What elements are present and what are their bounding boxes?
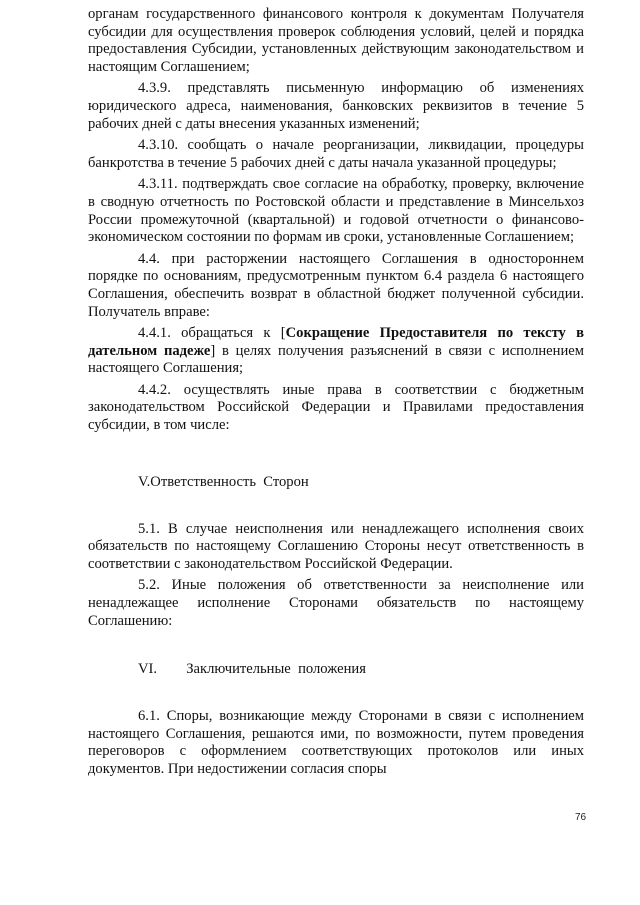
- paragraph-4-3-10: 4.3.10. сообщать о начале реорганизации, ликвидации, процедуры банкротства в течение 5 рабочих дней с даты начала указанной процедуры;: [88, 137, 584, 171]
- document-page: [88, 6, 584, 779]
- section-heading-6: VI. Заключительные положения: [138, 661, 366, 678]
- page-number: 76: [575, 812, 587, 823]
- paragraph-5-2: 5.2. Иные положения об ответственности за неисполнение или ненадлежащее исполнение Сторонами обязательств по настоящему Соглашению:: [88, 577, 584, 629]
- paragraph-6-1: 6.1. Споры, возникающие между Сторонами в связи с исполнением настоящего Соглашения, решаются ими, по возможности, путем проведения переговоров с оформлением соответствующих протоколов или иных документов. При недостижении согласия споры: [88, 708, 584, 777]
- paragraph-4-4-2: 4.4.2. осуществлять иные права в соответствии с бюджетным законодательством Российской Федерации и Правилами предоставления субсидии, в том числе:: [88, 381, 584, 434]
- section-heading-5: V.Ответственность Сторон: [138, 473, 309, 490]
- paragraph-4-4-1: [88, 325, 584, 378]
- paragraph-4-4-1-start: 4.4.1. обращаться к [: [138, 325, 286, 342]
- paragraph-4-4-1-end: ] в целях получения разъяснений в связи с исполнением настоящего Соглашения;: [88, 342, 584, 377]
- paragraph-4-3-11: 4.3.11. подтверждать свое согласие на обработку, проверку, включение в сводную отчетность по Ростовской области и представление в Минсельхоз России промежуточной (квартальной) и годовой отчетности о финансово-экономическом состоянии по формам ив сроки, установленные Соглашением;: [88, 176, 584, 246]
- paragraph-5-1: 5.1. В случае неисполнения или ненадлежащего исполнения своих обязательств по настоящему Соглашению Стороны несут ответственность в соответствии с законодательством Российской Федерации.: [88, 520, 584, 572]
- placeholder-bold-text: Сокращение Предоставителя по тексту в дательном падеже: [88, 325, 584, 359]
- paragraph-4-3-9: 4.3.9. представлять письменную информацию об изменениях юридического адреса, наименования, банковских реквизитов в течение 5 рабочих дней с даты внесения указанных изменений;: [88, 80, 584, 132]
- paragraph-4-4: 4.4. при расторжении настоящего Соглашения в одностороннем порядке по основаниям, предусмотренным пунктом 6.4 раздела 6 настоящего Соглашения, обеспечить возврат в областной бюджет полученной субсидии. Получатель вправе:: [88, 250, 584, 320]
- paragraph-continuation: органам государственного финансового контроля к документам Получателя субсидии для осуществления проверок соблюдения условий, целей и порядка предоставления Субсидии, установленных действующим законодательством и настоящим Соглашением;: [88, 6, 584, 75]
